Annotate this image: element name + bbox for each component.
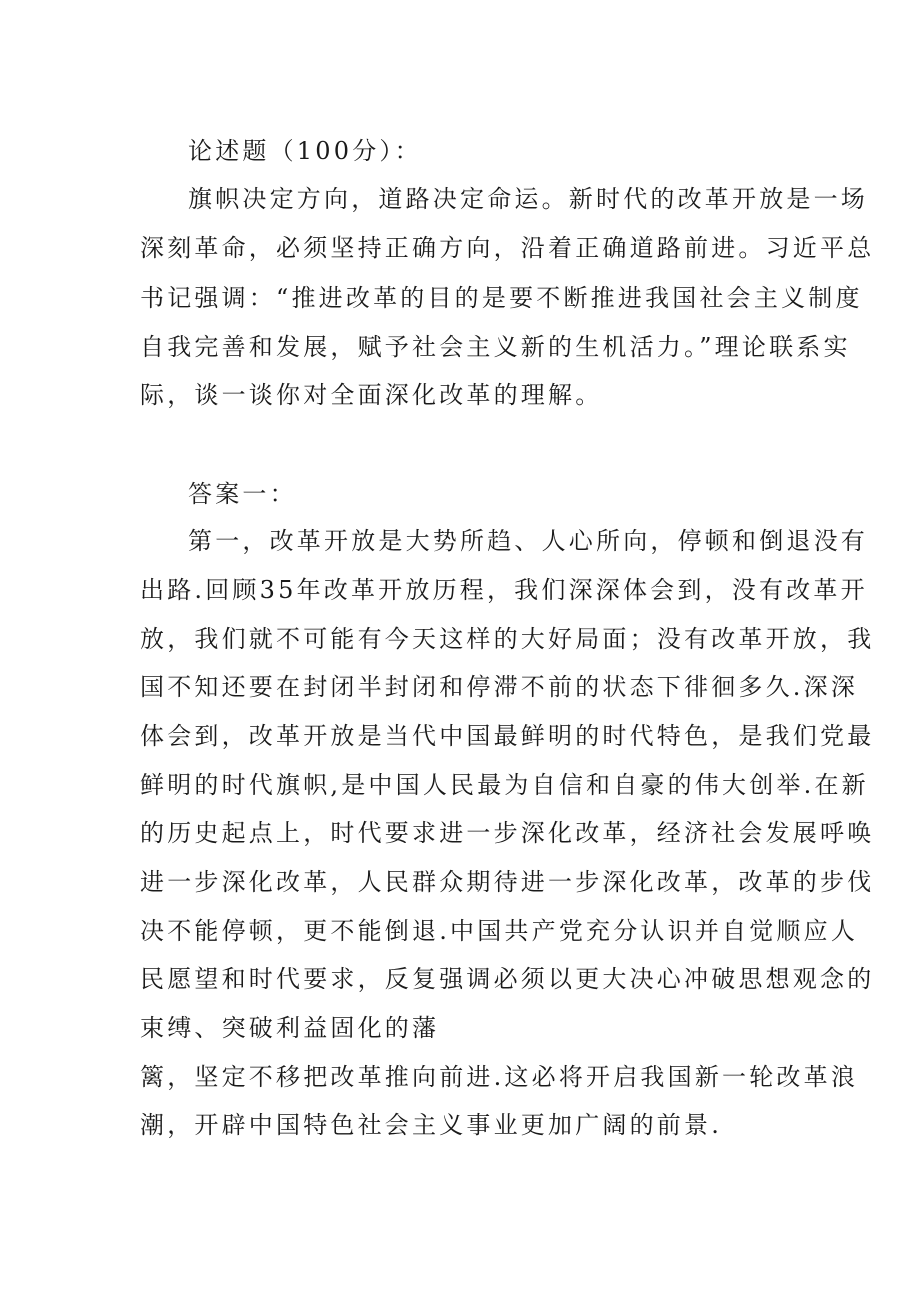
answer-line: 放，我们就不可能有今天这样的大好局面；没有改革开放，我 — [140, 625, 875, 653]
answer-line: 篱，坚定不移把改革推向前进.这必将开启我国新一轮改革浪 — [140, 1063, 859, 1091]
answer-line: 进一步深化改革，人民群众期待进一步深化改革，改革的步伐 — [140, 868, 875, 896]
question-line: 自我完善和发展，赋予社会主义新的生机活力。”理论联系实 — [140, 333, 851, 361]
answer-line: 体会到，改革开放是当代中国最鲜明的时代特色，是我们党最 — [140, 722, 875, 750]
answer-line: 束缚、突破利益固化的藩 — [140, 1014, 440, 1042]
answer-line: 民愿望和时代要求，反复强调必须以更大决心冲破思想观念的 — [140, 965, 875, 993]
answer-line: 鲜明的时代旗帜,是中国人民最为自信和自豪的伟大创举.在新 — [140, 771, 869, 799]
answer-line: 决不能停顿，更不能倒退.中国共产党充分认识并自觉顺应人 — [140, 917, 859, 945]
answer-line: 出路.回顾35年改革开放历程，我们深深体会到，没有改革开 — [140, 576, 868, 604]
answer-line: 的历史起点上，时代要求进一步深化改革，经济社会发展呼唤 — [140, 819, 875, 847]
question-line: 旗帜决定方向，道路决定命运。新时代的改革开放是一场 — [188, 185, 868, 213]
answer-heading: 答案一： — [188, 480, 297, 508]
question-line: 书记强调：“推进改革的目的是要不断推进我国社会主义制度 — [140, 284, 863, 312]
answer-line: 国不知还要在封闭半封闭和停滞不前的状态下徘徊多久.深深 — [140, 673, 859, 701]
question-line: 际，谈一谈你对全面深化改革的理解。 — [140, 381, 603, 409]
answer-line: 潮，开辟中国特色社会主义事业更加广阔的前景. — [140, 1111, 723, 1139]
question-heading: 论述题（100分）： — [188, 137, 422, 165]
answer-line: 第一，改革开放是大势所趋、人心所向，停顿和倒退没有 — [188, 527, 868, 555]
question-line: 深刻革命，必须坚持正确方向，沿着正确道路前进。习近平总 — [140, 234, 875, 262]
